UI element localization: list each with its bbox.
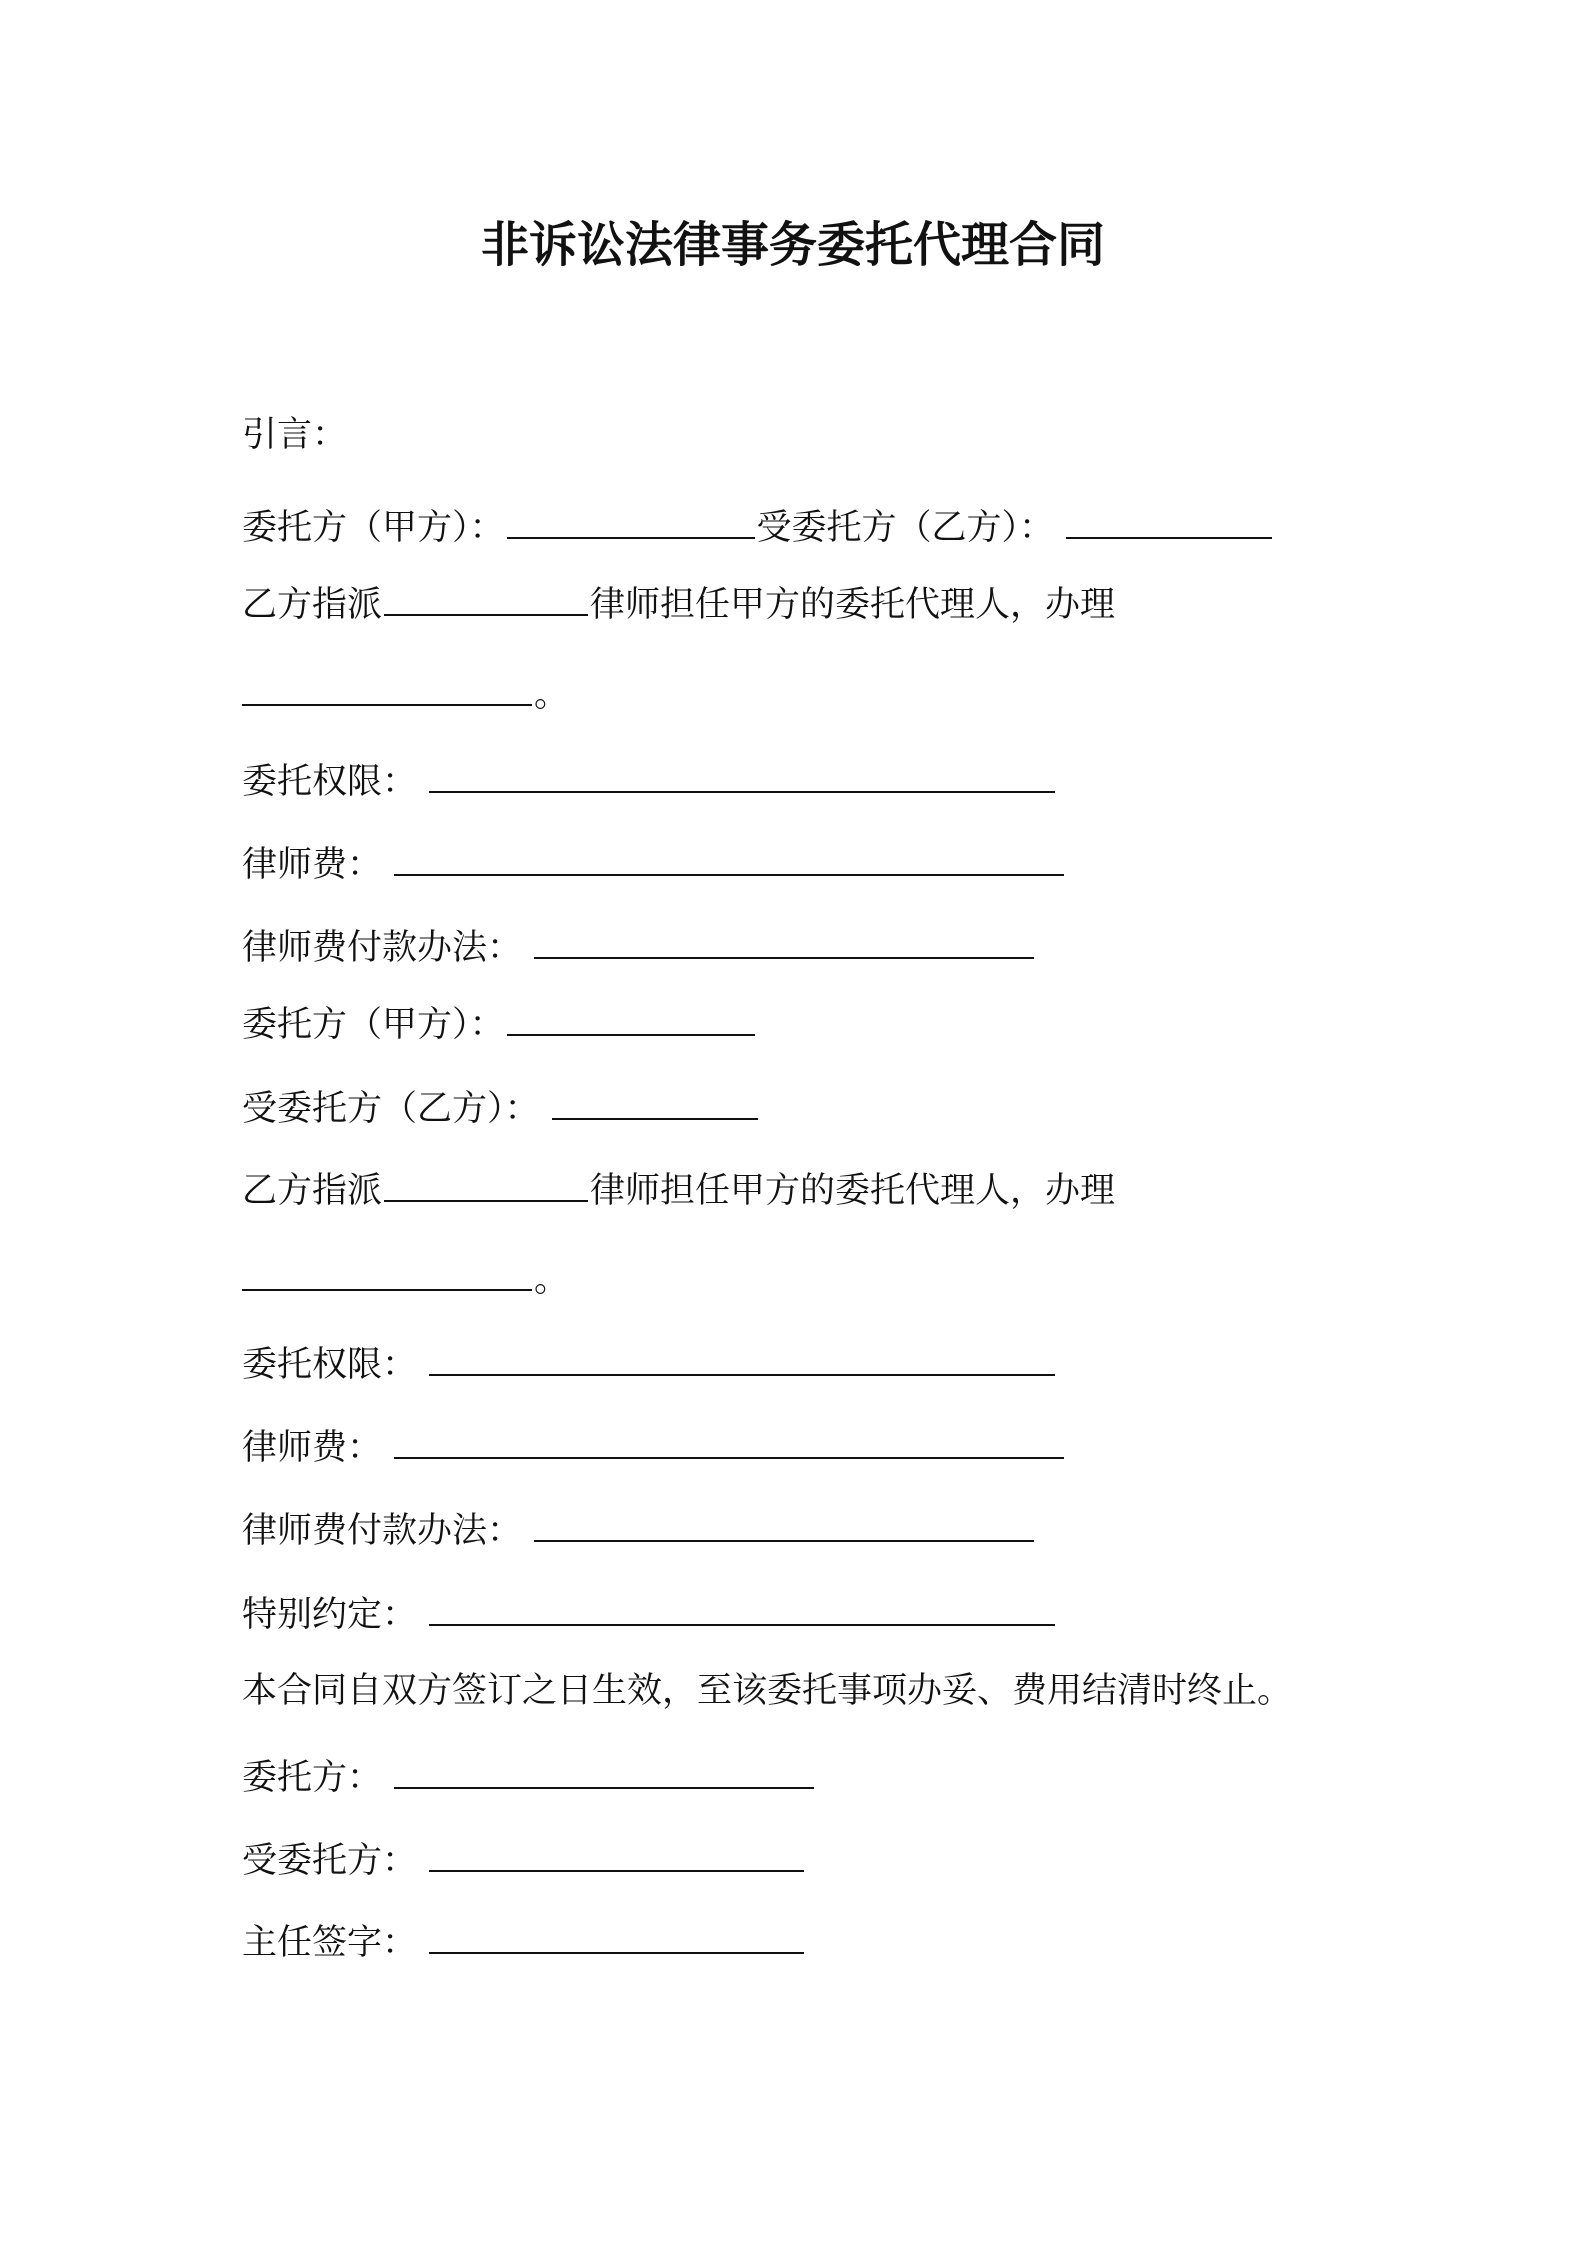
assign-prefix: 乙方指派 <box>242 1171 383 1211</box>
signature-director-line <box>242 1918 806 1966</box>
client-blank[interactable] <box>507 503 755 539</box>
effective-clause: 本合同自双方签订之日生效，至该委托事项办妥、费用结清时终止。 <box>242 1671 1293 1711</box>
assign-prefix: 乙方指派 <box>242 585 383 625</box>
authority-blank[interactable] <box>429 1340 1055 1376</box>
fee-blank[interactable] <box>394 1423 1064 1459</box>
matter-blank[interactable] <box>242 1255 532 1291</box>
handle-end: 。 <box>534 675 570 715</box>
document-title: 非诉讼法律事务委托代理合同 <box>480 217 1105 273</box>
handle-line-1 <box>242 670 569 718</box>
handle-end: 。 <box>534 1260 570 1300</box>
signature-agent-blank[interactable] <box>429 1836 804 1872</box>
authority-blank[interactable] <box>429 757 1055 793</box>
fee-label: 律师费： <box>242 845 383 885</box>
signature-client-line <box>242 1753 816 1801</box>
fee-line-2 <box>242 1423 1066 1471</box>
matter-blank[interactable] <box>242 670 532 706</box>
assign-suffix: 律师担任甲方的委托代理人，办理 <box>590 1171 1116 1211</box>
agent-blank[interactable] <box>552 1084 758 1120</box>
payment-blank[interactable] <box>534 923 1034 959</box>
intro-label: 引言： <box>242 415 348 455</box>
agent-line-2 <box>242 1084 760 1132</box>
signature-client-label: 委托方： <box>242 1758 383 1798</box>
assign-line-2 <box>242 1166 1115 1214</box>
client-line-2 <box>242 1000 757 1048</box>
assign-line-1 <box>242 580 1115 628</box>
signature-client-blank[interactable] <box>394 1753 814 1789</box>
authority-label: 委托权限： <box>242 1345 418 1385</box>
agent-label: 受委托方（乙方）： <box>242 1089 540 1129</box>
agent-label: 受委托方（乙方）： <box>756 508 1055 548</box>
payment-label: 律师费付款办法： <box>242 1511 523 1551</box>
payment-line-1 <box>242 923 1036 971</box>
signature-director-blank[interactable] <box>429 1918 804 1954</box>
handle-line-2 <box>242 1255 569 1303</box>
fee-label: 律师费： <box>242 1428 383 1468</box>
fee-blank[interactable] <box>394 840 1064 876</box>
authority-line-2 <box>242 1340 1057 1388</box>
special-line <box>242 1590 1057 1638</box>
signature-director-label: 主任签字： <box>242 1923 418 1963</box>
payment-blank[interactable] <box>534 1506 1034 1542</box>
special-blank[interactable] <box>429 1590 1055 1626</box>
authority-line-1 <box>242 757 1057 805</box>
intro-line <box>242 412 347 458</box>
authority-label: 委托权限： <box>242 762 418 802</box>
payment-label: 律师费付款办法： <box>242 928 523 968</box>
lawyer-blank[interactable] <box>384 1166 588 1202</box>
signature-agent-line <box>242 1836 806 1884</box>
assign-suffix: 律师担任甲方的委托代理人，办理 <box>590 585 1116 625</box>
fee-line-1 <box>242 840 1066 888</box>
client-blank[interactable] <box>507 1000 755 1036</box>
signature-agent-label: 受委托方： <box>242 1841 418 1881</box>
parties-line-1 <box>242 503 1274 551</box>
client-label: 委托方（甲方）： <box>242 1005 505 1045</box>
client-label: 委托方（甲方）： <box>242 508 505 548</box>
lawyer-blank[interactable] <box>384 580 588 616</box>
payment-line-2 <box>242 1506 1036 1554</box>
special-label: 特别约定： <box>242 1595 418 1635</box>
agent-blank[interactable] <box>1066 503 1272 539</box>
